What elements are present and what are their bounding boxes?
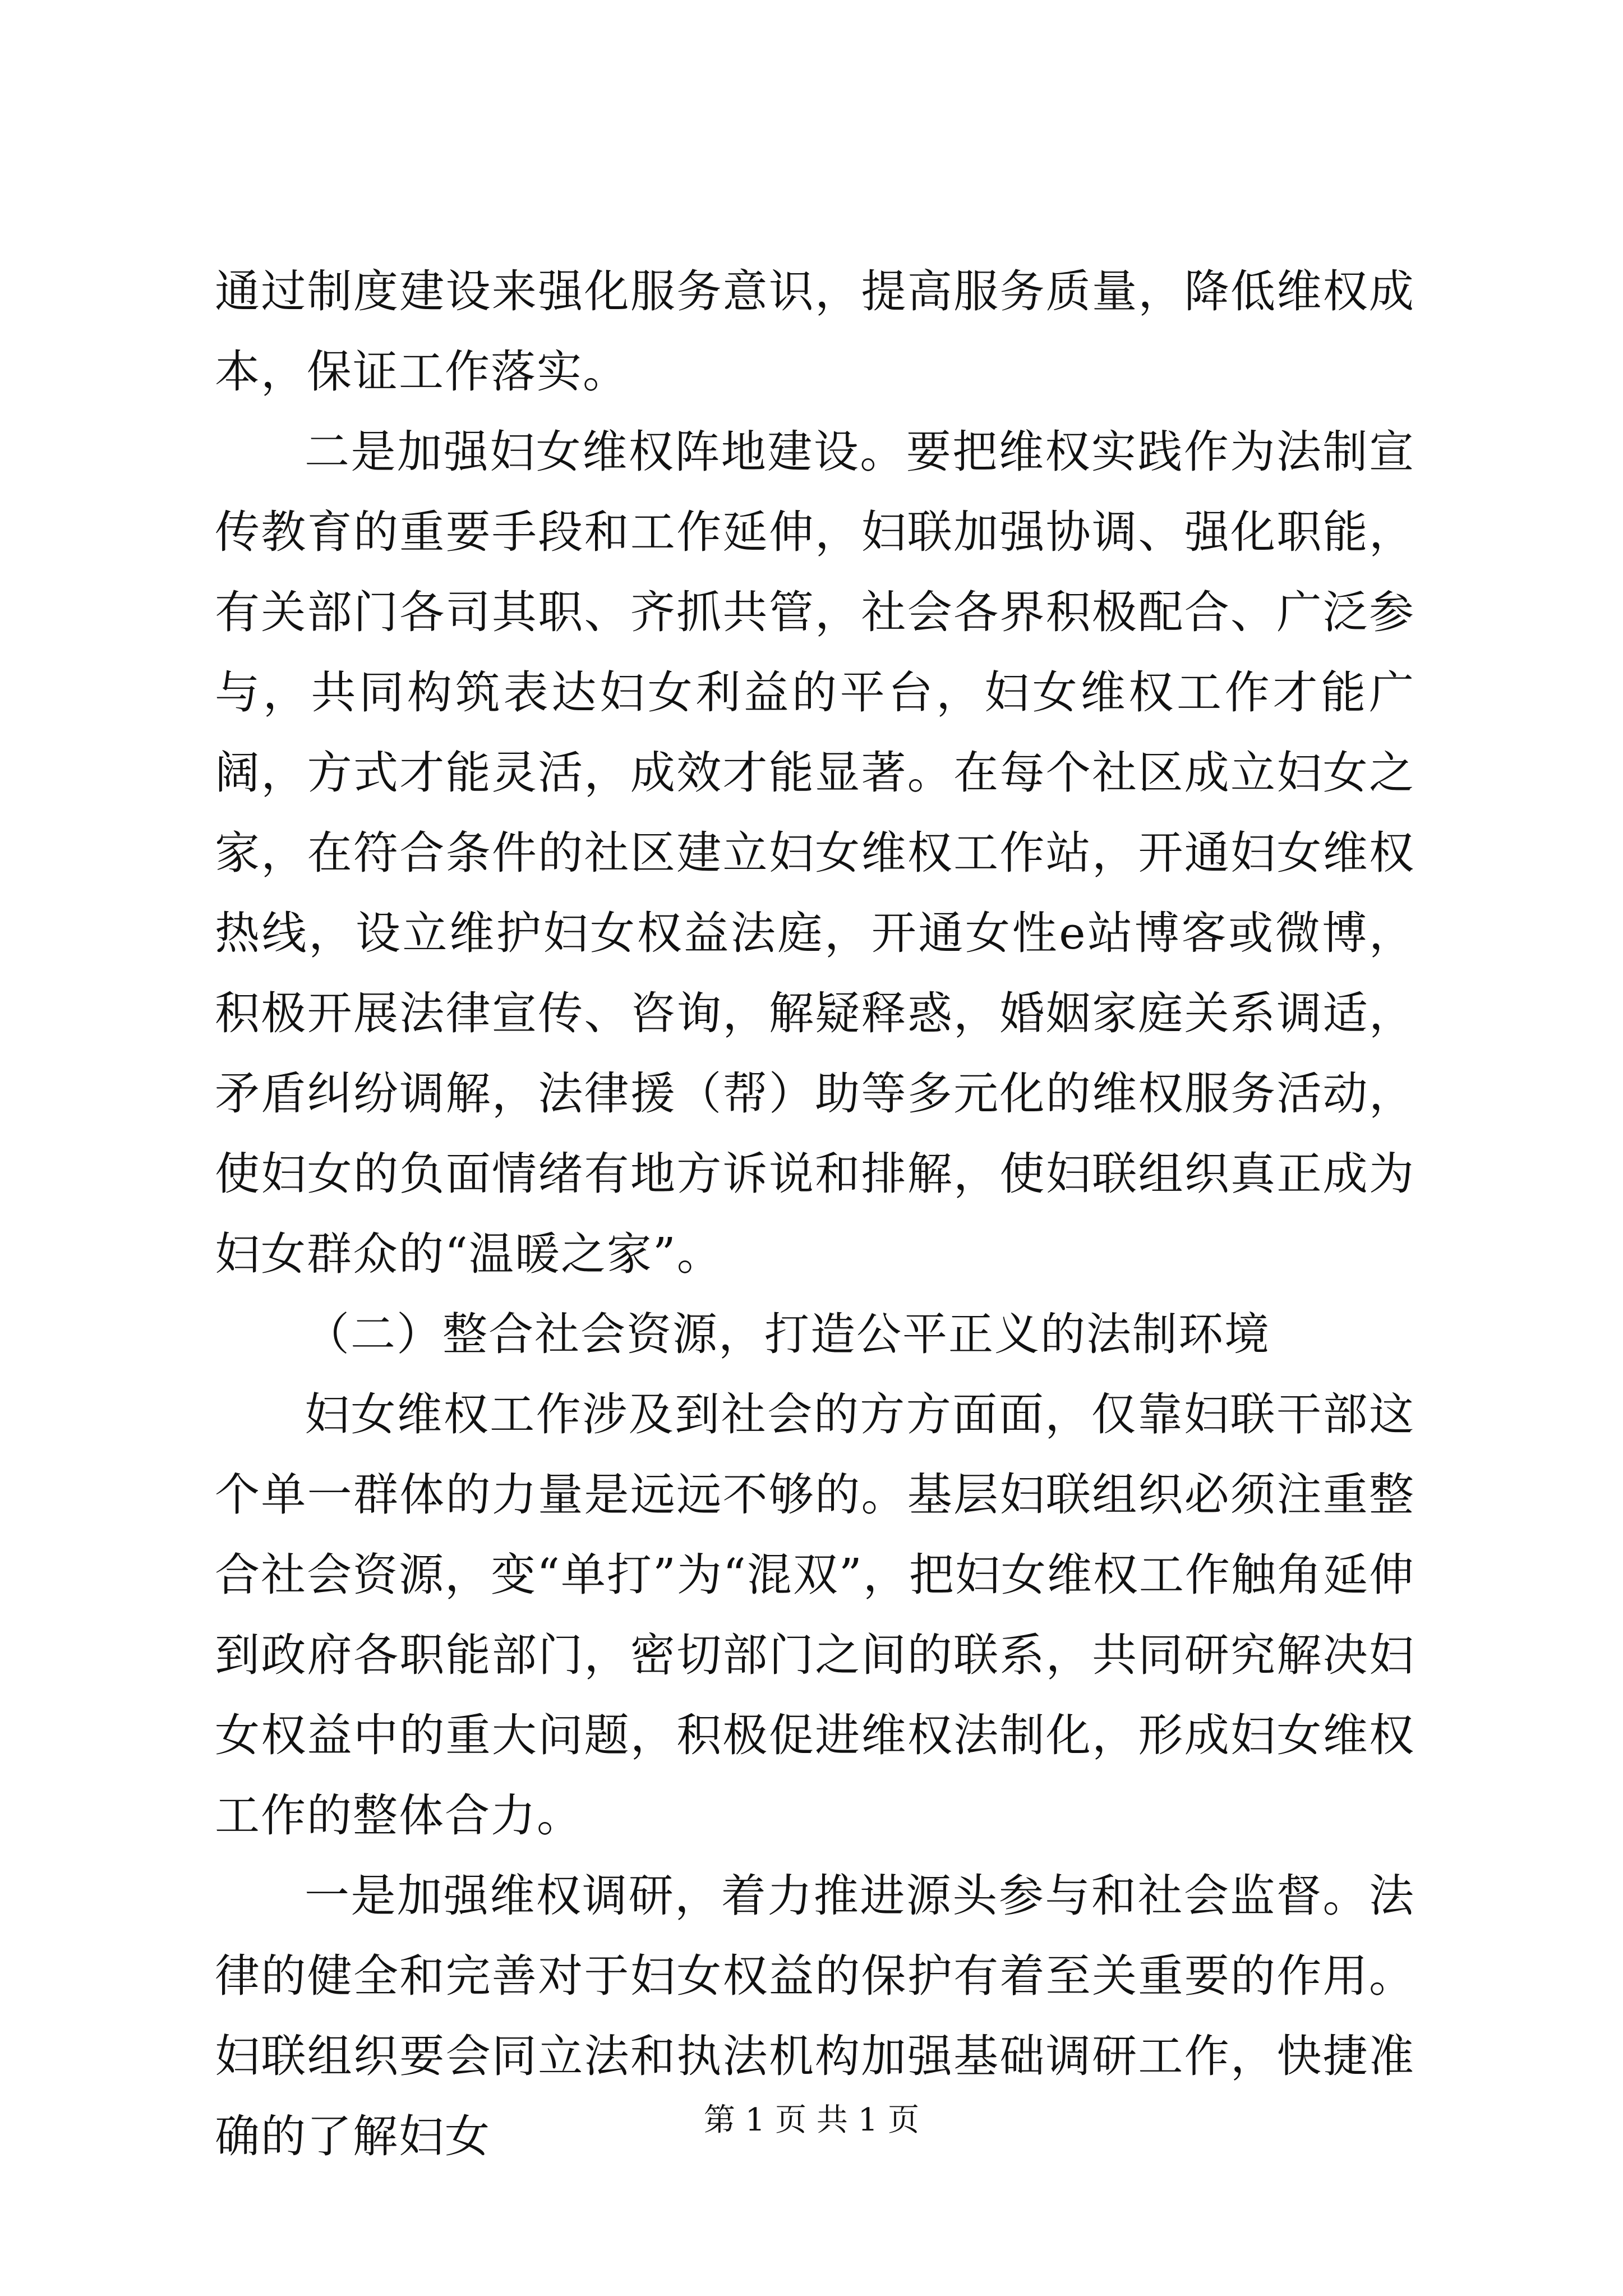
paragraph-research-supervision: 一是加强维权调研，着力推进源头参与和社会监督。法律的健全和完善对于妇女权益的保护有着至关重要的作用。妇联组织要会同立法和执法机构加强基础调研工作，快捷准确的了解妇女 (215, 1870, 1415, 2162)
paragraph-continuation: 通过制度建设来强化服务意识，提高服务质量，降低维权成本，保证工作落实。 (215, 265, 1415, 398)
section-heading-integrate-resources: （二）整合社会资源，打造公平正义的法制环境 (305, 1308, 1270, 1360)
paragraph-women-rights-positions: 二是加强妇女维权阵地建设。要把维权实践作为法制宣传教育的重要手段和工作延伸，妇联加强协调、强化职能，有关部门各司其职、齐抓共管，社会各界积极配合、广泛参与，共同构筑表达妇女利益的平台，妇女维权工作才能广阔，方式才能灵活，成效才能显著。在每个社区成立妇女之家，在符合条件的社区建立妇女维权工作站，开通妇女维权热线，设立维护妇女权益法庭，开通女性e站博客或微博，积极开展法律宣传、咨询，解疑释惑，婚姻家庭关系调适，矛盾纠纷调解，法律援（帮）助等多元化的维权服务活动，使妇女的负面情绪有地方诉说和排解，使妇联组织真正成为妇女群众的“温暖之家”。 (215, 426, 1415, 1280)
page-number-label: 第 1 页 共 1 页 (703, 2102, 920, 2138)
document-body (215, 251, 1415, 2177)
paragraph-social-resources: 妇女维权工作涉及到社会的方方面面，仅靠妇联干部这个单一群体的力量是远远不够的。基层妇联组织必须注重整合社会资源，变“单打”为“混双”，把妇女维权工作触角延伸到政府各职能部门，密切部门之间的联系，共同研究解决妇女权益中的重大问题，积极促进维权法制化，形成妇女维权工作的整体合力。 (215, 1388, 1415, 1842)
page-footer (0, 2101, 1623, 2140)
